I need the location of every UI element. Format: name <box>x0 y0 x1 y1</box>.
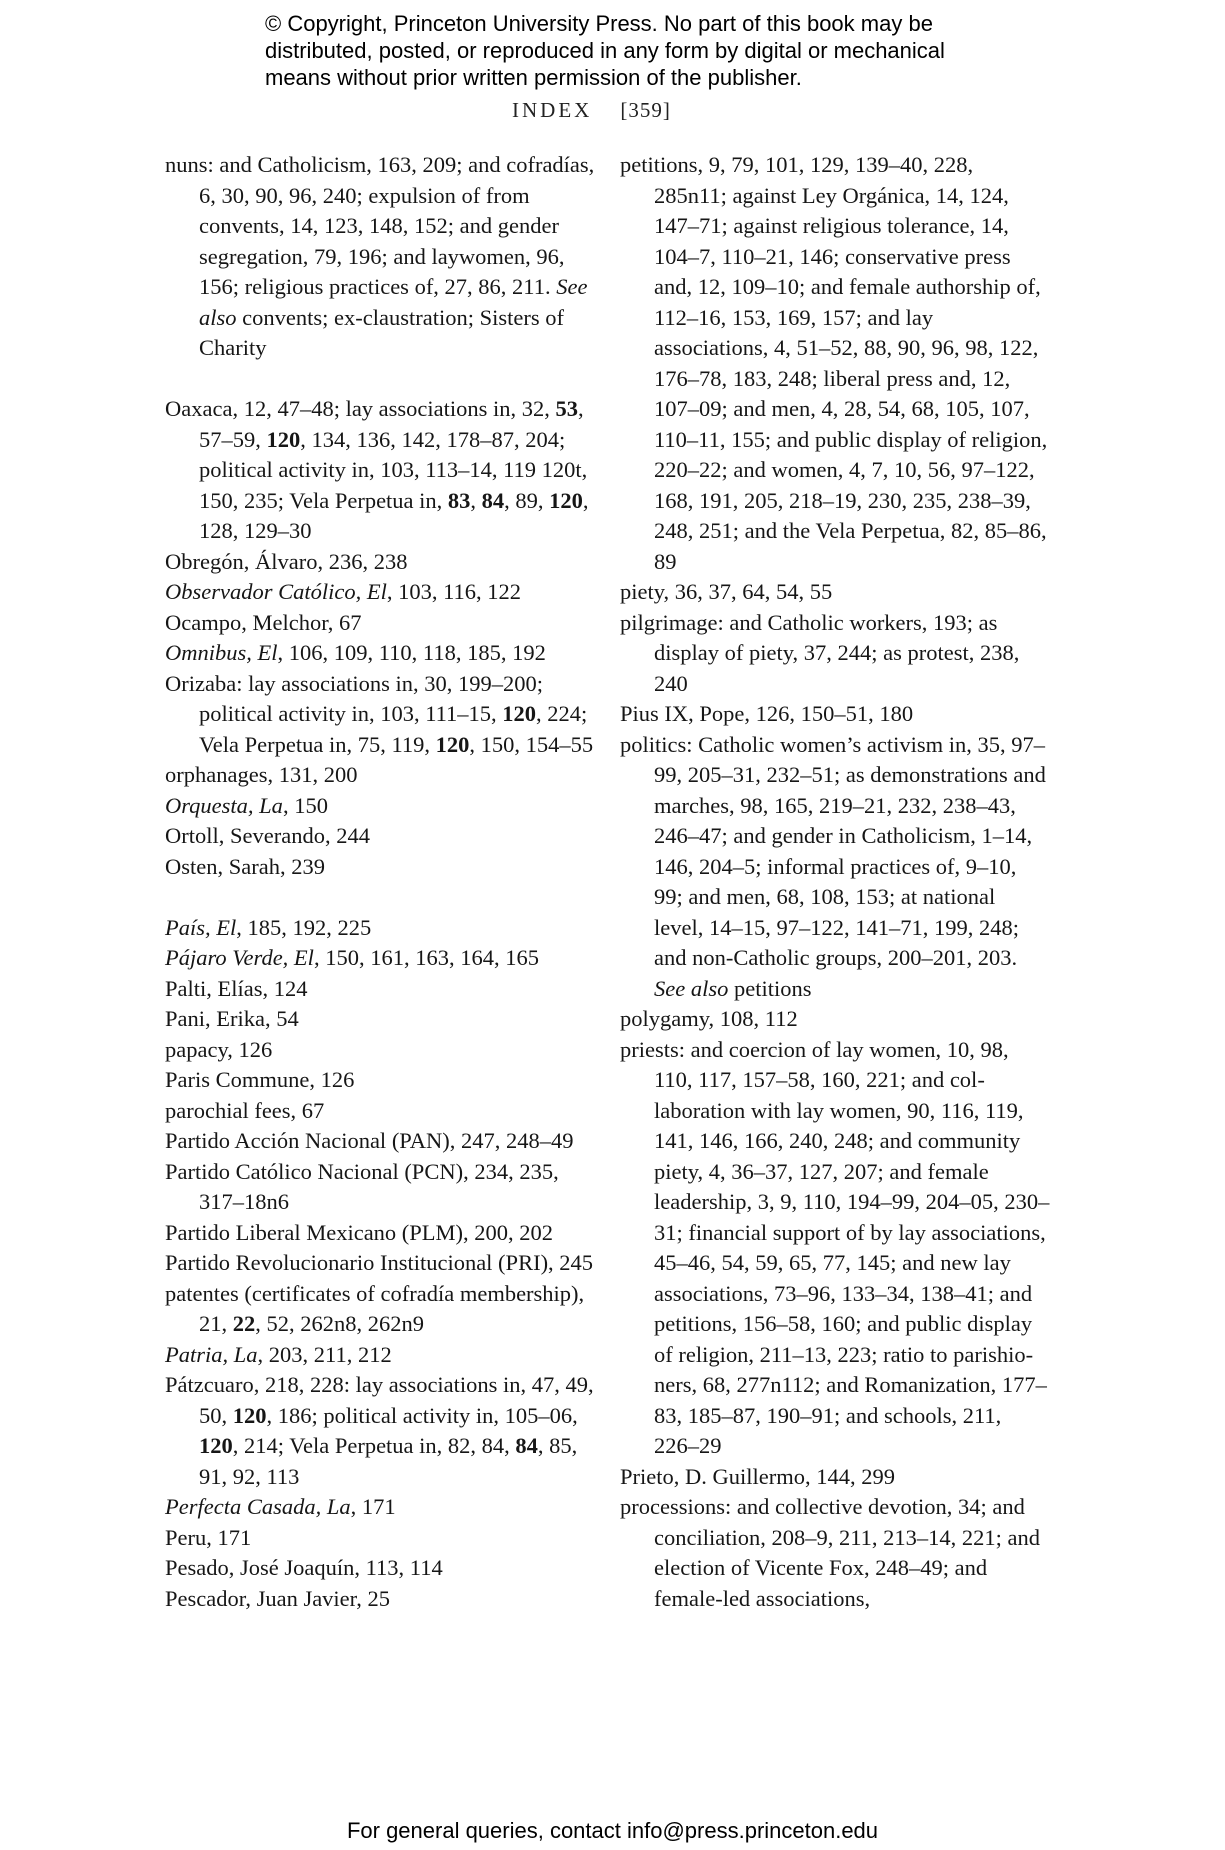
index-entry <box>165 1370 605 1492</box>
index-text: Prieto, D. Guillermo, 144, 299 <box>620 1463 895 1489</box>
index-text: , 85, 91, 92, 113 <box>199 1433 578 1489</box>
index-entry <box>620 1462 1050 1493</box>
index-text: Pani, Erika, 54 <box>165 1006 299 1031</box>
index-text: , 185, 192, 225 <box>236 914 372 940</box>
index-page-ref-bold: 120 <box>266 426 301 452</box>
index-entry <box>165 1004 605 1035</box>
index-text: , 106, 109, 110, 118, 185, 192 <box>277 640 546 665</box>
running-head-section: INDEX <box>512 98 593 122</box>
index-text: Paris Commune, 126 <box>165 1067 355 1092</box>
index-entry <box>620 1004 1050 1035</box>
index-entry <box>165 760 605 791</box>
index-text: , 128, 129–30 <box>199 487 589 543</box>
index-entry <box>165 1065 605 1096</box>
index-entry <box>165 852 605 883</box>
index-entry <box>620 1492 1050 1614</box>
index-page-ref-bold: 22 <box>232 1311 256 1336</box>
index-entry <box>165 791 605 822</box>
index-text: , 214; Vela Perpetua in, 82, 84, <box>232 1433 516 1458</box>
index-entry <box>165 1584 605 1615</box>
index-entry <box>620 577 1050 608</box>
index-text: Partido Acción Nacional (PAN), 247, 248–49 <box>165 1128 574 1153</box>
index-entry <box>620 1035 1050 1462</box>
index-italic-text: Omnibus, El <box>165 640 278 665</box>
index-text: piety, 36, 37, 64, 54, 55 <box>620 579 833 604</box>
index-text: nuns: and Catholicism, 163, 209; and cofradías, 6, 30, 90, 96, 240; expulsion of from convents, 14, 123, 148, 152; and gender segregation, 79, 196; and laywomen, 96, 156; religious practices of, 27, 86, 211. <box>165 152 595 299</box>
index-text: Pátzcuaro, 218, 228: lay associations in, 47, 49, 50, <box>165 1372 594 1428</box>
index-page-ref-bold: 120 <box>549 487 583 513</box>
index-entry <box>165 1248 605 1279</box>
index-text: , 134, 136, 142, 178–87, 204; political activity in, 103, 113–14, 119 120t, 150, 235; Vela Perpetua in, <box>199 426 588 513</box>
index-italic-text: Pájaro Verde, El <box>165 945 314 970</box>
index-text: priests: and coercion of lay women, 10, 98, 110, 117, 157–58, 160, 221; and collaboration with lay women, 90, 116, 119, 141, 146, 166, 240, 248; and community piety, 4, 36–37, 127, 207; and female leadership, 3, 9, 110, 194–99, 204–05, 230–31; financial support of by lay associations, 45–46, 54, 59, 65, 77, 145; and new lay associations, 73–96, 133–34, 138–41; and petitions, 156–58, 160; and public display of religion, 211–13, 223; ratio to parishioners, 68, 277n112; and Romanization, 177–83, 185–87, 190–91; and schools, 211, 226–29 <box>620 1036 1050 1458</box>
index-page-ref-bold: 120 <box>232 1402 267 1428</box>
index-text: , <box>470 487 482 513</box>
footer-contact: For general queries, contact info@press.princeton.edu <box>346 1818 879 1843</box>
index-italic-text: See also <box>654 975 729 1001</box>
index-text: Partido Liberal Mexicano (PLM), 200, 202 <box>165 1219 554 1245</box>
index-entry <box>165 150 605 364</box>
index-text: Oaxaca, 12, 47–48; lay associations in, 32, <box>165 396 556 421</box>
index-text: petitions <box>728 975 812 1001</box>
running-head <box>512 98 671 123</box>
copyright-line: distributed, posted, or reproduced in any form by digital or mechanical <box>265 38 945 63</box>
index-text: Pesado, José Joaquín, 113, 114 <box>165 1555 443 1580</box>
index-entry <box>165 547 605 578</box>
index-text: polygamy, 108, 112 <box>620 1006 798 1031</box>
index-italic-text: Orquesta, La <box>165 792 283 818</box>
index-text: , 103, 116, 122 <box>386 579 522 604</box>
index-text: Partido Católico Nacional (PCN), 234, 235, 317–18n6 <box>165 1158 559 1214</box>
index-text: Pescador, Juan Javier, 25 <box>165 1585 391 1611</box>
index-text: , 203, 211, 212 <box>257 1341 392 1367</box>
copyright-line: © Copyright, Princeton University Press. No part of this book may be <box>265 11 933 36</box>
index-text: processions: and collective devotion, 34; and conciliation, 208–9, 211, 213–14, 221; and election of Vicente Fox, 248–49; and female-led associations, <box>620 1494 1040 1611</box>
index-text: papacy, 126 <box>165 1036 273 1062</box>
index-entry <box>165 1340 605 1371</box>
index-entry <box>165 1126 605 1157</box>
index-italic-text: Patria, La <box>165 1341 258 1367</box>
index-entry <box>165 821 605 852</box>
copyright-line: means without prior written permission of the publisher. <box>265 65 802 90</box>
index-text: parochial fees, 67 <box>165 1097 325 1123</box>
index-entry <box>165 577 605 608</box>
entry-group-gap <box>165 882 605 913</box>
page-number: [359] <box>620 98 671 122</box>
index-entry <box>165 669 605 761</box>
index-entry <box>620 608 1050 700</box>
index-text: , 57–59, <box>199 396 584 452</box>
index-text: , 89, <box>504 487 550 513</box>
index-entry <box>165 1035 605 1066</box>
index-column-right <box>620 150 1050 1614</box>
index-text: Palti, Elías, 124 <box>165 975 308 1001</box>
index-entry <box>165 913 605 944</box>
index-text: Obregón, Álvaro, 236, 238 <box>165 548 408 574</box>
index-entry <box>165 608 605 639</box>
index-text: pilgrimage: and Catholic workers, 193; as display of piety, 37, 244; as protest, 238, 240 <box>620 609 1020 696</box>
index-text: petitions, 9, 79, 101, 129, 139–40, 228, 285n11; against Ley Orgánica, 14, 124, 147–71; against religious tolerance, 14, 104–7, 110–21, 146; conservative press and, 12, 109–10; and female authorship of, 112–16, 153, 169, 157; and lay associations, 4, 51–52, 88, 90, 96, 98, 122, 176–78, 183, 248; liberal press and, 12, 107–09; and men, 4, 28, 54, 68, 105, 107, 110–11, 155; and public display of religion, 220–22; and women, 4, 7, 10, 56, 97–122, 168, 191, 205, 218–19, 230, 235, 238–39, 248, 251; and the Vela Perpetua, 82, 85–86, 89 <box>620 152 1048 574</box>
index-entry <box>620 150 1050 577</box>
index-page-ref-bold: 53 <box>555 396 579 421</box>
index-column-left <box>165 150 605 1614</box>
index-text: patentes (certificates of cofradía membership), 21, <box>165 1280 585 1336</box>
index-entry <box>165 1096 605 1127</box>
index-italic-text: See also <box>199 274 588 330</box>
copyright-notice <box>265 10 1025 91</box>
index-text: orphanages, 131, 200 <box>165 762 358 787</box>
index-entry <box>165 638 605 669</box>
index-entry <box>165 1279 605 1340</box>
index-page-ref-bold: 83 <box>447 487 471 513</box>
index-text: Peru, 171 <box>165 1524 252 1550</box>
index-text: Ortoll, Severando, 244 <box>165 823 370 848</box>
index-text: Pius IX, Pope, 126, 150–51, 180 <box>620 701 914 726</box>
index-text: , 171 <box>350 1494 396 1519</box>
index-text: , 52, 262n8, 262n9 <box>255 1311 424 1336</box>
index-text: Orizaba: lay associations in, 30, 199–200; political activity in, 103, 111–15, <box>165 670 544 726</box>
index-italic-text: Observador Católico, El <box>165 579 387 604</box>
index-text: convents; ex-claustration; Sisters of Charity <box>199 304 564 360</box>
index-italic-text: Perfecta Casada, La <box>165 1494 351 1519</box>
index-page-ref-bold: 84 <box>515 1433 538 1458</box>
index-text: , 150, 154–55 <box>469 731 594 757</box>
index-text: Osten, Sarah, 239 <box>165 853 325 879</box>
index-text: , 150 <box>282 792 328 818</box>
index-entry <box>165 1218 605 1249</box>
index-text: Partido Revolucionario Institucional (PRI), 245 <box>165 1250 594 1275</box>
index-entry <box>165 1553 605 1584</box>
index-page-ref-bold: 120 <box>435 731 470 757</box>
index-entry <box>165 394 605 547</box>
entry-group-gap <box>165 364 605 395</box>
index-page-ref-bold: 120 <box>502 701 537 726</box>
index-text: politics: Catholic women’s activism in, 35, 97–99, 205–31, 232–51; as demonstrations and marches, 98, 165, 219–21, 232, 238–43, 246–47; and gender in Catholicism, 1–14, 146, 204–5; informal practices of, 9–10, 99; and men, 68, 108, 153; at national level, 14–15, 97–122, 141–71, 199, 248; and non-Catholic groups, 200–201, 203. <box>620 731 1046 970</box>
index-entry <box>165 974 605 1005</box>
index-text: , 224; Vela Perpetua in, 75, 119, <box>199 701 588 757</box>
index-entry <box>620 730 1050 1005</box>
index-text: , 150, 161, 163, 164, 165 <box>313 945 539 970</box>
index-italic-text: País, El <box>165 914 237 940</box>
index-entry <box>165 1157 605 1218</box>
index-text: Ocampo, Melchor, 67 <box>165 609 362 635</box>
index-entry <box>165 1523 605 1554</box>
index-entry <box>165 1492 605 1523</box>
index-page-ref-bold: 120 <box>199 1433 233 1458</box>
index-entry <box>165 943 605 974</box>
index-page-ref-bold: 84 <box>481 487 505 513</box>
index-text: , 186; political activity in, 105–06, <box>266 1402 578 1428</box>
index-entry <box>620 699 1050 730</box>
